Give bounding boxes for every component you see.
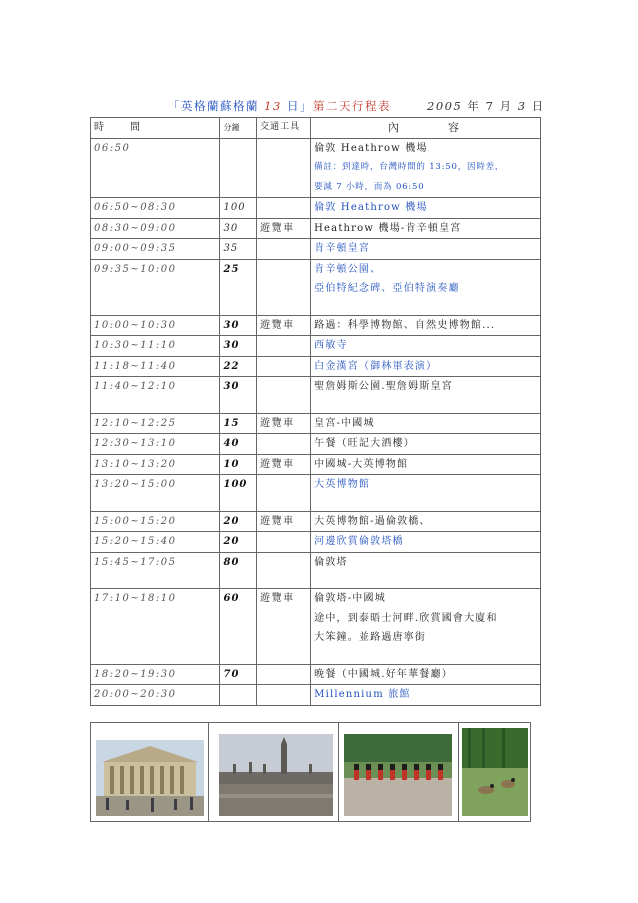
table-row: [91, 664, 541, 685]
row-minutes: [220, 138, 257, 198]
row-content: [311, 315, 541, 336]
row-minutes: 10: [220, 454, 257, 475]
row-transport: 遊覽車: [257, 454, 311, 475]
table-row: [91, 532, 541, 553]
row-time: 09:35~10:00: [91, 259, 220, 315]
table-row: [91, 259, 541, 315]
row-content: [311, 336, 541, 357]
content-line: 晚餐（中國城.好年華餐廳）: [314, 668, 453, 680]
row-minutes: 22: [220, 356, 257, 377]
row-content: [311, 356, 541, 377]
content-line: 聖詹姆斯公園.聖詹姆斯皇宮: [314, 381, 453, 392]
parliament-photo: [219, 734, 333, 816]
content-line: 白金漢宮（御林軍表演）: [314, 360, 438, 372]
content-line: 倫敦 Heathrow 機場: [314, 142, 428, 154]
table-row: [91, 552, 541, 589]
photo-strip: [90, 722, 531, 822]
photo-cell-2: [209, 723, 339, 821]
title-day-suffix: 日」: [286, 99, 313, 113]
row-content: [311, 434, 541, 455]
row-content: [311, 259, 541, 315]
row-content: [311, 532, 541, 553]
royal-guards-photo: [344, 734, 452, 816]
row-content: [311, 589, 541, 665]
row-minutes: 30: [220, 377, 257, 414]
content-line: 倫敦 Heathrow 機場: [314, 202, 428, 213]
row-spacer: [314, 495, 537, 511]
row-transport: 遊覽車: [257, 511, 311, 532]
date-suffix: 日: [526, 99, 545, 113]
row-minutes: 70: [220, 664, 257, 685]
table-row: [91, 218, 541, 239]
row-minutes: 25: [220, 259, 257, 315]
note-line: 備註：到達時，台灣時間的 13:50，因時差，: [314, 162, 505, 172]
row-time: 11:18~11:40: [91, 356, 220, 377]
row-time: 10:30~11:10: [91, 336, 220, 357]
date-rest: 年 7 月: [462, 99, 518, 113]
row-minutes: 30: [220, 218, 257, 239]
table-row: [91, 239, 541, 260]
title-main: 英格蘭蘇格蘭: [181, 99, 259, 113]
row-minutes: 30: [220, 336, 257, 357]
row-transport: [257, 336, 311, 357]
content-line: 途中，到泰晤士河畔.欣賞國會大廈和: [314, 612, 498, 624]
row-time: 15:20~15:40: [91, 532, 220, 553]
row-content: [311, 218, 541, 239]
british-museum-photo: [96, 740, 204, 816]
content-line: 大笨鐘。並路過唐寧街: [314, 632, 427, 643]
row-time: 09:00~09:35: [91, 239, 220, 260]
row-content: [311, 454, 541, 475]
row-time: 12:10~12:25: [91, 413, 220, 434]
content-line: 皇宮-中國城: [314, 417, 375, 429]
header-minutes: 分鐘: [220, 118, 257, 139]
row-minutes: 30: [220, 315, 257, 336]
table-row: [91, 356, 541, 377]
row-minutes: [220, 685, 257, 706]
photo-cell-3: [339, 723, 459, 821]
table-row: [91, 336, 541, 357]
page-title: [168, 98, 548, 116]
row-spacer: [314, 572, 537, 588]
row-spacer: [314, 648, 537, 664]
table-row: [91, 198, 541, 219]
row-transport: 遊覽車: [257, 315, 311, 336]
table-row: [91, 138, 541, 198]
content-line: 肯辛頓皇宮: [314, 243, 371, 254]
row-content: [311, 664, 541, 685]
table-row: [91, 589, 541, 665]
row-transport: [257, 356, 311, 377]
row-time: 11:40~12:10: [91, 377, 220, 414]
title-sub: 第二天行程表: [312, 99, 391, 113]
row-content: [311, 377, 541, 414]
row-transport: [257, 239, 311, 260]
table-row: [91, 434, 541, 455]
row-transport: [257, 377, 311, 414]
content-line: 大英博物館-過倫敦橋、: [314, 515, 431, 527]
row-time: 10:00~10:30: [91, 315, 220, 336]
table-row: [91, 413, 541, 434]
row-transport: [257, 259, 311, 315]
row-minutes: 40: [220, 434, 257, 455]
table-row: [91, 377, 541, 414]
row-content: [311, 475, 541, 512]
row-transport: 遊覽車: [257, 589, 311, 665]
date-year: 2005: [427, 99, 463, 113]
table-row: [91, 454, 541, 475]
row-time: 20:00~20:30: [91, 685, 220, 706]
row-spacer: [314, 299, 537, 315]
content-line: 肯辛頓公園、: [314, 263, 382, 275]
content-line: 西敏寺: [314, 340, 348, 351]
row-transport: [257, 138, 311, 198]
row-transport: 遊覽車: [257, 413, 311, 434]
row-minutes: 20: [220, 511, 257, 532]
row-time: 06:50: [91, 138, 220, 198]
row-time: 13:20~15:00: [91, 475, 220, 512]
row-content: [311, 239, 541, 260]
table-row: [91, 511, 541, 532]
date-day: 3: [517, 99, 527, 113]
row-minutes: 100: [220, 475, 257, 512]
row-minutes: 80: [220, 552, 257, 589]
title-day-num: 13: [259, 99, 287, 113]
row-transport: [257, 434, 311, 455]
row-transport: [257, 552, 311, 589]
row-transport: [257, 198, 311, 219]
row-minutes: 15: [220, 413, 257, 434]
header-row: [91, 118, 541, 139]
row-time: 15:45~17:05: [91, 552, 220, 589]
photo-cell-4: [459, 723, 530, 821]
row-content: [311, 138, 541, 198]
header-content: 內 容: [311, 118, 541, 139]
table-row: [91, 475, 541, 512]
content-line: 河邊欣賞倫敦塔橋: [314, 536, 404, 547]
row-minutes: 60: [220, 589, 257, 665]
row-time: 08:30~09:00: [91, 218, 220, 239]
title-quote: 「: [168, 99, 181, 113]
row-transport: [257, 532, 311, 553]
schedule-table: [90, 117, 541, 706]
photo-cell-1: [91, 723, 209, 821]
header-time: 時 間: [91, 118, 220, 139]
content-line: Heathrow 機場-肯辛頓皇宮: [314, 222, 462, 234]
row-time: 17:10~18:10: [91, 589, 220, 665]
row-time: 12:30~13:10: [91, 434, 220, 455]
row-minutes: 20: [220, 532, 257, 553]
row-minutes: 35: [220, 239, 257, 260]
row-content: [311, 198, 541, 219]
row-transport: [257, 664, 311, 685]
row-spacer: [314, 397, 537, 413]
geese-park-photo: [462, 728, 528, 816]
header-transport: 交通工具: [257, 118, 311, 139]
row-time: 13:10~13:20: [91, 454, 220, 475]
content-line: 亞伯特紀念碑、亞伯特演奏廳: [314, 283, 460, 294]
row-time: 15:00~15:20: [91, 511, 220, 532]
row-transport: [257, 475, 311, 512]
row-time: 06:50~08:30: [91, 198, 220, 219]
row-content: [311, 511, 541, 532]
content-line: 倫敦塔: [314, 556, 348, 568]
row-transport: [257, 685, 311, 706]
content-line: 大英博物館: [314, 479, 371, 490]
row-minutes: 100: [220, 198, 257, 219]
content-line: Millennium 旅館: [314, 689, 411, 700]
title-date: [427, 98, 545, 114]
row-transport: 遊覽車: [257, 218, 311, 239]
table-row: [91, 685, 541, 706]
note-line: 要減 7 小時，而為 06:50: [314, 181, 425, 192]
row-content: [311, 552, 541, 589]
row-content: [311, 413, 541, 434]
row-time: 18:20~19:30: [91, 664, 220, 685]
row-content: [311, 685, 541, 706]
content-line: 倫敦塔-中國城: [314, 593, 386, 604]
content-line: 午餐（旺記大酒樓）: [314, 438, 415, 449]
content-line: 中國城-大英博物館: [314, 458, 409, 470]
table-row: [91, 315, 541, 336]
content-line: 路過：科學博物館、自然史博物館...: [314, 319, 496, 331]
